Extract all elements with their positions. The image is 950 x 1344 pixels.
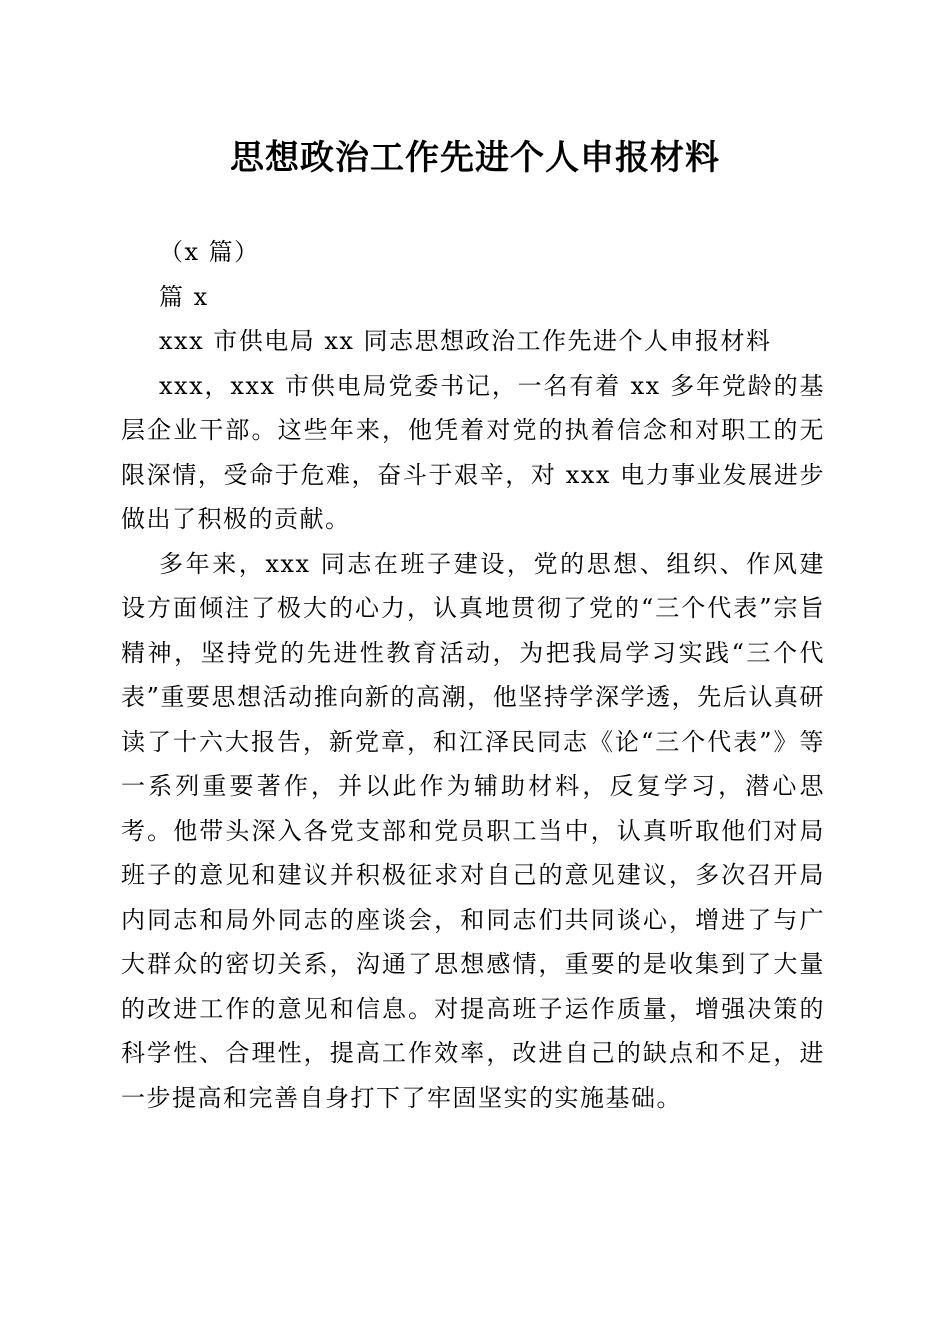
body-paragraph-main: 多年来，xxx 同志在班子建设，党的思想、组织、作风建设方面倾注了极大的心力，认真地贯彻了党的“三个代表”宗旨精神，坚持党的先进性教育活动，为把我局学习实践“三个代表”重要思想活动推向新的高潮，他坚持学深学透，先后认真研读了十六大报告，新党章，和江泽民同志《论“三个代表”》等一系列重要著作，并以此作为辅助材料，反复学习，潜心思考。他带头深入各党支部和党员职工当中，认真听取他们对局班子的意见和建议并积极征求对自己的意见建议，多次召开局内同志和局外同志的座谈会，和同志们共同谈心，增进了与广大群众的密切关系，沟通了思想感情，重要的是收集到了大量的改进工作的意见和信息。对提高班子运作质量，增强决策的科学性、合理性，提高工作效率，改进自己的缺点和不足，进一步提高和完善自身打下了牢固坚实的实施基础。 (121, 549, 825, 1112)
article-number: 篇 x (159, 282, 209, 311)
body-paragraph-intro: xxx，xxx 市供电局党委书记，一名有着 xx 多年党龄的基层企业干部。这些年来，他凭着对党的执着信念和对职工的无限深情，受命于危难，奋斗于艰辛，对 xxx 电力事业发展进步做出了积极的贡献。 (121, 371, 825, 533)
article-count-note: （x 篇） (159, 238, 260, 266)
article-heading: xxx 市供电局 xx 同志思想政治工作先进个人申报材料 (159, 327, 772, 355)
document-body (121, 230, 825, 1120)
document-title: 思想政治工作先进个人申报材料 (230, 138, 720, 178)
